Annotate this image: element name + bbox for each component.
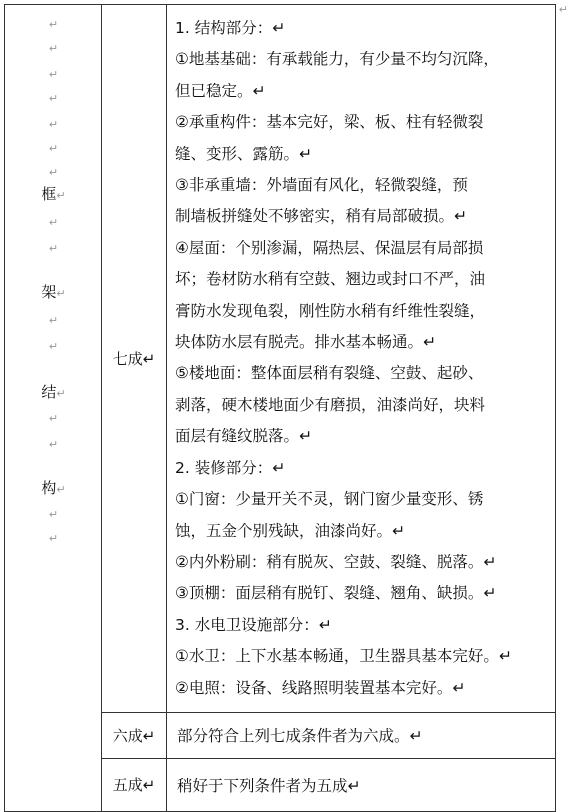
left-column-line: ↵ xyxy=(48,314,59,327)
left-column-line: ↵ xyxy=(48,92,59,105)
criteria-line: ④屋面：个别渗漏，隔热层、保温层有局部损 xyxy=(175,238,484,257)
criteria-line: ①门窗：少量开关不灵，钢门窗少量变形、锈 xyxy=(175,490,484,509)
criteria-line: ③顶棚：面层稍有脱钉、裂缝、翘角、缺损。↵ xyxy=(175,584,497,603)
left-column-line: ↵ xyxy=(48,142,59,155)
structure-type-cell xyxy=(5,5,102,812)
left-column-line: ↵ xyxy=(48,412,59,425)
criteria-line: ①水卫：上下水基本畅通，卫生器具基本完好。↵ xyxy=(175,647,512,666)
grade-cell xyxy=(102,712,167,758)
criteria-text xyxy=(175,13,549,704)
assessment-table xyxy=(4,4,556,812)
criteria-line: ②电照：设备、线路照明装置基本完好。↵ xyxy=(175,678,466,697)
criteria-line: 1. 结构部分：↵ xyxy=(175,19,286,37)
criteria-line: ⑤楼地面：整体面层稍有裂缝、空鼓、起砂、 xyxy=(175,364,484,383)
criteria-line: 缝、变形、露筋。↵ xyxy=(175,144,312,163)
criteria-line: 剥落，硬木楼地面少有磨损，油漆尚好，块料 xyxy=(175,395,486,414)
left-column-line: 框↵ xyxy=(41,185,66,203)
criteria-line: 蚀，五金个别残缺，油漆尚好。↵ xyxy=(175,521,405,540)
grade-cell xyxy=(102,758,167,811)
left-column-line: ↵ xyxy=(48,18,59,31)
structure-type-labels xyxy=(5,5,101,811)
left-column-line: 构↵ xyxy=(41,479,66,497)
left-column-line: ↵ xyxy=(48,42,59,55)
criteria-line: ②内外粉刷：稍有脱灰、空鼓、裂缝、脱落。↵ xyxy=(175,552,497,571)
criteria-line: 膏防水发现龟裂，刚性防水稍有纤维性裂缝， xyxy=(175,301,486,320)
criteria-line: ①地基基础：有承载能力，有少量不均匀沉降， xyxy=(175,50,499,69)
grade-label: 六成↵ xyxy=(112,726,156,745)
left-column-line: ↵ xyxy=(48,166,59,179)
criteria-line: 3. 水电卫设施部分：↵ xyxy=(175,615,332,634)
grade-label: 七成↵ xyxy=(112,349,156,368)
criteria-cell xyxy=(167,758,556,811)
left-column-line: ↵ xyxy=(48,242,59,255)
criteria-cell xyxy=(167,712,556,758)
left-column-line: ↵ xyxy=(48,438,59,451)
paragraph-mark: ↵ xyxy=(558,3,568,16)
left-column-line: ↵ xyxy=(48,508,59,521)
criteria-line: ②承重构件：基本完好，梁、板、柱有轻微裂 xyxy=(175,113,484,132)
left-column-line: ↵ xyxy=(48,216,59,229)
criteria-line: 但已稳定。↵ xyxy=(175,81,266,100)
left-column-line: ↵ xyxy=(48,118,59,131)
criteria-line: 制墙板拼缝处不够密实，稍有局部破损。↵ xyxy=(175,207,467,226)
criteria-text: 稍好于下列条件者为五成↵ xyxy=(177,776,361,795)
left-column-line: 结↵ xyxy=(41,383,66,401)
criteria-line: 面层有缝纹脱落。↵ xyxy=(175,427,312,446)
left-column-line: ↵ xyxy=(48,68,59,81)
left-column-line: ↵ xyxy=(48,532,59,545)
table-row xyxy=(5,5,556,713)
criteria-line: 坏；卷材防水稍有空鼓、翘边或封口不严，油 xyxy=(175,270,486,289)
criteria-cell xyxy=(167,5,556,713)
criteria-line: ③非承重墙：外墙面有风化，轻微裂缝，预 xyxy=(175,176,468,195)
criteria-line: 块体防水层有脱壳。排水基本畅通。↵ xyxy=(175,333,436,352)
grade-cell xyxy=(102,5,167,713)
criteria-line: 2. 装修部分：↵ xyxy=(175,458,286,477)
grade-label: 五成↵ xyxy=(112,776,156,795)
criteria-text: 部分符合上列七成条件者为六成。↵ xyxy=(177,727,423,746)
left-column-line: 架↵ xyxy=(41,283,66,301)
left-column-line: ↵ xyxy=(48,340,59,353)
